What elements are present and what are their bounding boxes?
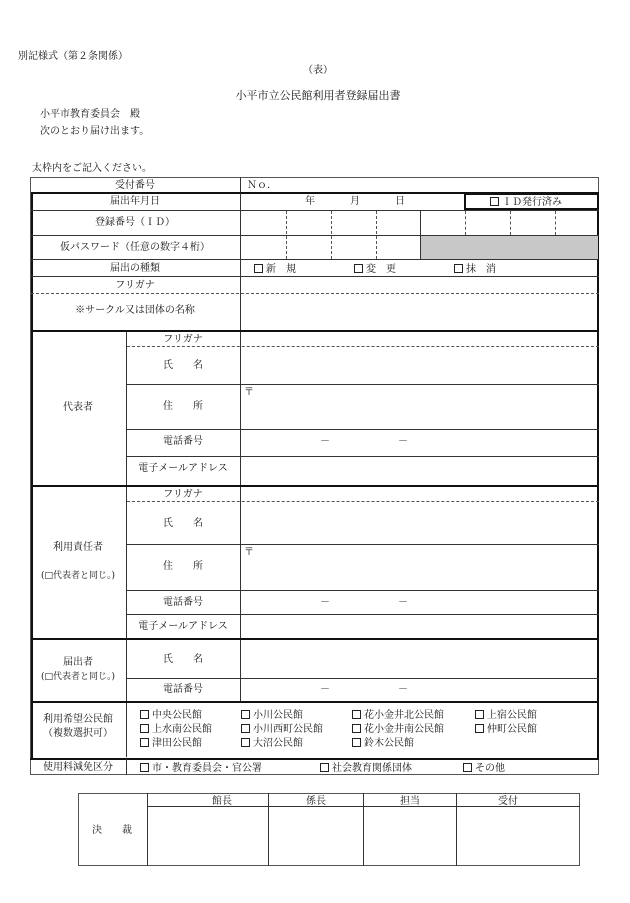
manager-phone-dash2: － <box>398 597 408 608</box>
approval-col-chief: 係長 <box>306 796 326 807</box>
main-entry-frame <box>31 192 599 760</box>
hall-checkbox[interactable] <box>475 724 484 733</box>
hall-label: 上宿公民館 <box>487 710 537 721</box>
rep-label: 代表者 <box>63 402 93 413</box>
id-issued-checkbox[interactable] <box>490 197 499 206</box>
applicant-same-note[interactable]: (□代表者と同じ。) <box>40 672 116 682</box>
temp-password-label: 仮パスワード（任意の数字４桁） <box>60 242 210 253</box>
rep-email-label: 電子メールアドレス <box>138 463 228 474</box>
applicant-phone-dash2: － <box>398 684 408 695</box>
receipt-label: 受付番号 <box>115 180 155 191</box>
hall-option[interactable] <box>475 724 537 735</box>
hall-label: 大沼公民館 <box>253 738 303 749</box>
manager-phone-dash1: － <box>320 597 330 608</box>
rep-postal-mark: 〒 <box>244 387 254 398</box>
date-label: 届出年月日 <box>110 196 160 207</box>
approval-label: 決 裁 <box>92 825 132 836</box>
manager-same-note[interactable]: (□代表者と同じ。) <box>40 571 116 581</box>
type-delete-label: 抹 消 <box>466 264 496 275</box>
fee-option-social[interactable] <box>320 763 412 774</box>
hall-checkbox[interactable] <box>352 738 361 747</box>
manager-label: 利用責任者 <box>53 542 103 553</box>
date-month: 月 <box>350 196 360 207</box>
hall-option[interactable] <box>352 738 414 749</box>
applicant-label: 届出者 <box>63 657 93 668</box>
hall-option[interactable] <box>140 710 202 721</box>
fee-other-checkbox[interactable] <box>463 763 472 772</box>
date-day: 日 <box>395 196 405 207</box>
hall-option[interactable] <box>241 738 303 749</box>
approval-col-director: 館長 <box>212 796 232 807</box>
appendix-note: 別記様式（第２条関係） <box>18 51 128 62</box>
hall-option[interactable] <box>241 710 303 721</box>
hall-checkbox[interactable] <box>241 710 250 719</box>
hall-label: 仲町公民館 <box>487 724 537 735</box>
fee-gov-label: 市・教育委員会・官公署 <box>152 763 262 774</box>
shaded-area <box>421 236 598 259</box>
type-change[interactable] <box>354 264 396 275</box>
rep-phone-label: 電話番号 <box>163 436 203 447</box>
type-change-label: 変 更 <box>366 264 396 275</box>
type-label: 届出の種類 <box>110 263 160 274</box>
manager-phone-label: 電話番号 <box>163 597 203 608</box>
circle-furigana-label: フリガナ <box>115 280 155 291</box>
side-label: （表） <box>303 65 333 76</box>
rep-phone-dash1: － <box>320 436 330 447</box>
manager-name-label: 氏 名 <box>163 518 203 529</box>
manager-postal-mark: 〒 <box>244 547 254 558</box>
hall-checkbox[interactable] <box>352 710 361 719</box>
intro-text: 次のとおり届け出ます。 <box>40 126 150 137</box>
halls-multi-note: （複数選択可） <box>43 728 113 739</box>
receipt-number: Ｎｏ． <box>247 180 277 191</box>
type-new-label: 新 規 <box>266 264 296 275</box>
fee-social-checkbox[interactable] <box>320 763 329 772</box>
applicant-phone-label: 電話番号 <box>163 684 203 695</box>
fee-option-gov[interactable] <box>140 763 262 774</box>
hall-checkbox[interactable] <box>475 710 484 719</box>
hall-option[interactable] <box>352 710 444 721</box>
fee-gov-checkbox[interactable] <box>140 763 149 772</box>
hall-label: 小川公民館 <box>253 710 303 721</box>
approval-col-staff: 担当 <box>400 796 420 807</box>
applicant-phone-dash1: － <box>320 684 330 695</box>
fee-label: 使用料減免区分 <box>43 762 113 773</box>
rep-phone-dash2: － <box>398 436 408 447</box>
hall-option[interactable] <box>352 724 444 735</box>
rep-name-label: 氏 名 <box>163 360 203 371</box>
type-new[interactable] <box>254 264 296 275</box>
hall-label: 鈴木公民館 <box>364 738 414 749</box>
hall-label: 小川西町公民館 <box>253 724 323 735</box>
approval-col-reception: 受付 <box>498 796 518 807</box>
halls-label: 利用希望公民館 <box>43 714 113 725</box>
hall-checkbox[interactable] <box>140 738 149 747</box>
hall-label: 上水南公民館 <box>152 724 212 735</box>
hall-option[interactable] <box>241 724 323 735</box>
type-new-checkbox[interactable] <box>254 264 263 273</box>
manager-email-label: 電子メールアドレス <box>138 621 228 632</box>
hall-label: 中央公民館 <box>152 710 202 721</box>
date-year: 年 <box>305 196 315 207</box>
fee-social-label: 社会教育関係団体 <box>332 763 412 774</box>
hall-checkbox[interactable] <box>241 724 250 733</box>
hall-label: 花小金井南公民館 <box>364 724 444 735</box>
rep-address-label: 住 所 <box>163 401 203 412</box>
hall-option[interactable] <box>140 738 202 749</box>
type-change-checkbox[interactable] <box>354 264 363 273</box>
form-title: 小平市立公民館利用者登録届出書 <box>235 89 401 102</box>
manager-furigana-label: フリガナ <box>163 489 203 500</box>
id-issued-label: ＩＤ発行済み <box>502 197 562 208</box>
type-delete-checkbox[interactable] <box>454 264 463 273</box>
fee-other-label: その他 <box>475 763 505 774</box>
hall-checkbox[interactable] <box>241 738 250 747</box>
hall-option[interactable] <box>140 724 212 735</box>
instruction-text: 太枠内をご記入ください。 <box>32 163 152 174</box>
hall-checkbox[interactable] <box>140 710 149 719</box>
type-delete[interactable] <box>454 264 496 275</box>
rep-furigana-label: フリガナ <box>163 334 203 345</box>
hall-checkbox[interactable] <box>140 724 149 733</box>
circle-name-label: ※サークル又は団体の名称 <box>75 305 195 316</box>
fee-option-other[interactable] <box>463 763 505 774</box>
hall-label: 花小金井北公民館 <box>364 710 444 721</box>
hall-option[interactable] <box>475 710 537 721</box>
hall-checkbox[interactable] <box>352 724 361 733</box>
reg-id-label: 登録番号（ＩＤ） <box>95 217 175 228</box>
hall-label: 津田公民館 <box>152 738 202 749</box>
id-issued[interactable] <box>490 197 562 208</box>
manager-address-label: 住 所 <box>163 561 203 572</box>
addressee: 小平市教育委員会 殿 <box>40 109 140 120</box>
applicant-name-label: 氏 名 <box>163 654 203 665</box>
